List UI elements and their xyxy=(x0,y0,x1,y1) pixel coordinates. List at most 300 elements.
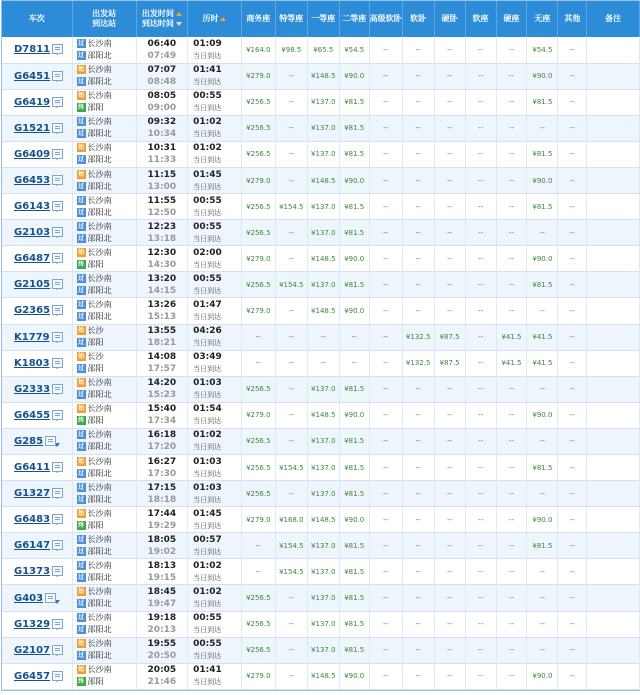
seat-price-cell: ¥137.0 xyxy=(307,455,339,481)
stop-list-icon[interactable] xyxy=(52,175,63,185)
train-cell xyxy=(2,611,72,637)
station-pass-icon: 过 xyxy=(78,196,85,204)
from-station: 长沙南 xyxy=(87,560,112,570)
times-cell xyxy=(136,402,188,428)
stop-list-icon[interactable] xyxy=(52,488,63,498)
seat-price-cell: ¥154.5 xyxy=(275,533,307,559)
remark-cell xyxy=(587,559,640,585)
remark-cell xyxy=(587,481,640,507)
seat-price-cell: -- xyxy=(558,585,587,611)
seat-price-cell: ¥41.5 xyxy=(496,350,527,376)
seat-price-cell: ¥279.0 xyxy=(241,663,275,689)
seat-price-cell: -- xyxy=(402,663,434,689)
duration-value: 01:03 xyxy=(193,482,222,493)
from-station: 长沙南 xyxy=(87,508,112,518)
arrival-day: 当日到达 xyxy=(193,547,222,556)
station-pass-icon: 过 xyxy=(78,182,85,190)
seat-price-cell: -- xyxy=(465,481,496,507)
remark-cell xyxy=(587,141,640,167)
seat-price-cell: ¥81.5 xyxy=(527,89,558,115)
duration-value: 01:47 xyxy=(193,299,222,310)
train-cell xyxy=(2,507,72,533)
seat-price-cell: -- xyxy=(558,194,587,220)
stations-cell xyxy=(72,246,136,272)
train-cell xyxy=(2,663,72,689)
remark-cell xyxy=(587,298,640,324)
seat-price-cell: ¥256.5 xyxy=(241,455,275,481)
remark-cell xyxy=(587,272,640,298)
duration-cell xyxy=(188,402,242,428)
sort-asc-icon[interactable] xyxy=(176,12,182,16)
arrival-day: 当日到达 xyxy=(193,51,222,60)
times-cell xyxy=(136,350,188,376)
sort-asc-icon[interactable] xyxy=(220,17,226,21)
stop-list-icon[interactable] xyxy=(52,71,63,81)
train-number-link[interactable]: K1779 xyxy=(14,331,50,343)
times-cell xyxy=(136,63,188,89)
train-results-table xyxy=(2,1,640,690)
seat-price-cell: -- xyxy=(275,115,307,141)
duration-value: 00:57 xyxy=(193,534,222,545)
arrival-day: 当日到达 xyxy=(193,573,222,582)
stop-list-icon[interactable] xyxy=(52,645,63,655)
to-station: 邵阳北 xyxy=(87,494,112,504)
train-number-link[interactable]: K1803 xyxy=(14,357,50,369)
arrival-time: 14:30 xyxy=(147,259,177,270)
seat-price-cell: ¥41.5 xyxy=(527,350,558,376)
arrival-day: 当日到达 xyxy=(193,365,222,374)
seat-price-cell: ¥81.5 xyxy=(527,141,558,167)
col-seat-hard-sleeper: 硬卧 xyxy=(434,1,465,37)
seat-price-cell: ¥81.5 xyxy=(339,533,369,559)
seat-price-cell: ¥279.0 xyxy=(241,246,275,272)
station-origin-icon: 始 xyxy=(78,509,85,517)
seat-price-cell: -- xyxy=(558,246,587,272)
duration-value: 00:55 xyxy=(193,221,222,232)
seat-price-cell: -- xyxy=(402,89,434,115)
arrival-day: 当日到达 xyxy=(193,130,222,139)
seat-price-cell: -- xyxy=(434,507,465,533)
seat-price-cell: -- xyxy=(402,402,434,428)
train-number-link[interactable]: G1329 xyxy=(14,618,51,630)
train-cell xyxy=(2,167,72,193)
train-number-link[interactable]: G2103 xyxy=(14,227,51,239)
train-number-link[interactable]: G2107 xyxy=(14,644,51,656)
seat-price-cell: -- xyxy=(369,350,402,376)
col-train[interactable]: 车次 xyxy=(2,1,72,37)
seat-price-cell: -- xyxy=(558,272,587,298)
arrival-day: 当日到达 xyxy=(193,678,222,687)
seat-price-cell: -- xyxy=(275,663,307,689)
seat-price-cell: -- xyxy=(465,298,496,324)
seat-price-cell: -- xyxy=(558,428,587,454)
stop-list-icon[interactable] xyxy=(52,227,63,237)
stop-list-icon[interactable] xyxy=(52,123,63,133)
seat-price-cell: ¥256.5 xyxy=(241,428,275,454)
seat-price-cell: -- xyxy=(465,663,496,689)
train-number-link[interactable]: D7811 xyxy=(14,44,51,56)
col-seat-other: 其他 xyxy=(558,1,587,37)
train-cell xyxy=(2,533,72,559)
stations-cell xyxy=(72,663,136,689)
seat-price-cell: -- xyxy=(558,481,587,507)
arrival-day: 当日到达 xyxy=(193,600,222,609)
station-pass-icon: 过 xyxy=(78,391,85,399)
station-pass-icon: 过 xyxy=(78,51,85,59)
seat-price-cell: -- xyxy=(402,194,434,220)
arrival-day: 当日到达 xyxy=(193,234,222,243)
stop-list-icon[interactable] xyxy=(52,358,63,368)
seat-price-cell: -- xyxy=(434,611,465,637)
seat-price-cell: ¥90.0 xyxy=(527,507,558,533)
duration-cell xyxy=(188,637,242,663)
arrival-day: 当日到达 xyxy=(193,78,222,87)
to-station: 邵阳 xyxy=(87,338,104,348)
duration-cell xyxy=(188,455,242,481)
times-cell xyxy=(136,194,188,220)
times-cell xyxy=(136,115,188,141)
train-number-link[interactable]: G285 xyxy=(14,435,44,447)
duration-cell xyxy=(188,350,242,376)
duration-cell xyxy=(188,194,242,220)
seat-price-cell: -- xyxy=(275,220,307,246)
stations-cell xyxy=(72,507,136,533)
train-cell xyxy=(2,37,72,63)
seat-price-cell: -- xyxy=(275,376,307,402)
seat-price-cell: ¥132.5 xyxy=(402,324,434,350)
seat-price-cell: -- xyxy=(434,246,465,272)
stations-cell xyxy=(72,428,136,454)
seat-price-cell: ¥90.0 xyxy=(339,298,369,324)
duration-value: 01:02 xyxy=(193,143,222,154)
arrival-day: 当日到达 xyxy=(193,417,222,426)
seat-price-cell: -- xyxy=(369,402,402,428)
seat-price-cell: -- xyxy=(558,376,587,402)
train-number-link[interactable]: G1327 xyxy=(14,488,51,500)
seat-price-cell: -- xyxy=(558,455,587,481)
stations-cell xyxy=(72,89,136,115)
table-row xyxy=(2,298,640,324)
arrival-time: 17:34 xyxy=(147,416,177,427)
table-row xyxy=(2,63,640,89)
seat-price-cell: ¥137.0 xyxy=(307,585,339,611)
seat-price-cell: -- xyxy=(275,585,307,611)
seat-price-cell: ¥90.0 xyxy=(339,167,369,193)
col-stations: 出发站 到达站 xyxy=(72,1,136,37)
seat-price-cell: -- xyxy=(275,298,307,324)
stop-list-icon[interactable] xyxy=(52,619,63,629)
station-pass-icon: 过 xyxy=(78,535,85,543)
seat-price-cell: -- xyxy=(369,167,402,193)
stop-list-icon[interactable] xyxy=(52,97,63,107)
stop-list-icon[interactable] xyxy=(45,436,56,446)
station-pass-icon: 过 xyxy=(78,365,85,373)
train-number-link[interactable]: G1373 xyxy=(14,566,51,578)
stop-list-icon[interactable] xyxy=(52,514,63,524)
times-cell xyxy=(136,585,188,611)
times-cell xyxy=(136,324,188,350)
departure-time: 10:31 xyxy=(147,143,177,154)
train-cell xyxy=(2,298,72,324)
seat-price-cell: -- xyxy=(558,115,587,141)
sort-desc-icon[interactable] xyxy=(176,22,182,26)
remark-cell xyxy=(587,324,640,350)
duration-value: 01:02 xyxy=(193,117,222,128)
seat-price-cell: -- xyxy=(558,324,587,350)
station-term-icon: 终 xyxy=(78,104,85,112)
stop-list-icon[interactable] xyxy=(52,384,63,394)
train-number-link[interactable]: G2365 xyxy=(14,305,51,317)
arrival-time: 11:33 xyxy=(147,155,177,166)
station-pass-icon: 过 xyxy=(78,443,85,451)
remark-cell xyxy=(587,402,640,428)
seat-price-cell: ¥41.5 xyxy=(527,324,558,350)
station-term-icon: 终 xyxy=(78,521,85,529)
train-number-link[interactable]: G6487 xyxy=(14,253,51,265)
seat-price-cell: ¥148.5 xyxy=(307,246,339,272)
stop-list-icon[interactable] xyxy=(52,253,63,263)
seat-price-cell: -- xyxy=(275,89,307,115)
times-cell xyxy=(136,141,188,167)
from-station: 长沙南 xyxy=(87,378,112,388)
train-number-link[interactable]: G2333 xyxy=(14,383,51,395)
seat-price-cell: ¥81.5 xyxy=(339,481,369,507)
seat-price-cell: -- xyxy=(402,298,434,324)
stations-cell xyxy=(72,167,136,193)
stop-list-icon[interactable] xyxy=(52,279,63,289)
stop-list-icon[interactable] xyxy=(52,462,63,472)
stations-cell xyxy=(72,559,136,585)
train-number-link[interactable]: G6457 xyxy=(14,670,51,682)
arrival-time: 14:15 xyxy=(147,285,177,296)
table-row xyxy=(2,637,640,663)
station-pass-icon: 过 xyxy=(78,573,85,581)
col-times[interactable]: 出发时间 到达时间 xyxy=(136,1,188,37)
station-pass-icon: 过 xyxy=(78,39,85,47)
to-station: 邵阳北 xyxy=(87,572,112,582)
duration-value: 00:55 xyxy=(193,273,222,284)
stop-list-icon[interactable] xyxy=(52,540,63,550)
arrival-time: 21:46 xyxy=(147,677,177,688)
seat-price-cell: ¥256.5 xyxy=(241,611,275,637)
to-station: 邵阳北 xyxy=(87,546,112,556)
remark-cell xyxy=(587,585,640,611)
table-row xyxy=(2,167,640,193)
to-station: 邵阳北 xyxy=(87,468,112,478)
col-seat-second: 二等座 xyxy=(339,1,369,37)
arrival-time: 20:50 xyxy=(147,651,177,662)
departure-time: 09:32 xyxy=(147,117,177,128)
station-term-icon: 终 xyxy=(78,260,85,268)
duration-cell xyxy=(188,428,242,454)
col-duration[interactable]: 历时 xyxy=(188,1,242,37)
duration-value: 01:54 xyxy=(193,404,222,415)
seat-price-cell: ¥148.5 xyxy=(307,167,339,193)
departure-time: 11:55 xyxy=(147,195,177,206)
seat-price-cell: -- xyxy=(434,402,465,428)
seat-price-cell: -- xyxy=(241,324,275,350)
stations-cell xyxy=(72,272,136,298)
seat-price-cell: -- xyxy=(496,376,527,402)
seat-price-cell: ¥137.0 xyxy=(307,194,339,220)
remark-cell xyxy=(587,507,640,533)
train-number-link[interactable]: G2105 xyxy=(14,279,51,291)
station-pass-icon: 过 xyxy=(78,652,85,660)
duration-value: 02:00 xyxy=(193,247,222,258)
duration-value: 03:49 xyxy=(193,352,222,363)
seat-price-cell: -- xyxy=(465,611,496,637)
train-number-link[interactable]: G403 xyxy=(14,592,44,604)
to-station: 邵阳北 xyxy=(87,155,112,165)
seat-price-cell: -- xyxy=(369,63,402,89)
seat-price-cell: -- xyxy=(275,167,307,193)
train-number-link[interactable]: G6451 xyxy=(14,70,51,82)
arrival-time: 15:23 xyxy=(147,390,177,401)
seat-price-cell: ¥256.5 xyxy=(241,194,275,220)
station-pass-icon: 过 xyxy=(78,156,85,164)
station-pass-icon: 过 xyxy=(78,431,85,439)
arrival-day: 当日到达 xyxy=(193,104,222,113)
times-cell xyxy=(136,246,188,272)
seat-price-cell: -- xyxy=(402,455,434,481)
train-cell xyxy=(2,89,72,115)
train-number-link[interactable]: G6143 xyxy=(14,201,51,213)
seat-price-cell: -- xyxy=(465,585,496,611)
duration-value: 01:02 xyxy=(193,587,222,598)
table-row xyxy=(2,507,640,533)
from-station: 长沙南 xyxy=(87,665,112,675)
seat-price-cell: ¥81.5 xyxy=(527,533,558,559)
train-cell xyxy=(2,324,72,350)
stop-list-icon[interactable] xyxy=(52,305,63,315)
from-station: 长沙南 xyxy=(87,91,112,101)
departure-time: 13:26 xyxy=(147,299,177,310)
arrival-day: 当日到达 xyxy=(193,391,222,400)
seat-price-cell: -- xyxy=(496,89,527,115)
duration-cell xyxy=(188,559,242,585)
departure-time: 12:23 xyxy=(147,221,177,232)
stop-list-icon[interactable] xyxy=(52,566,63,576)
seat-price-cell: -- xyxy=(434,89,465,115)
train-cell xyxy=(2,272,72,298)
seat-price-cell: ¥137.0 xyxy=(307,272,339,298)
seat-price-cell: -- xyxy=(369,585,402,611)
seat-price-cell: -- xyxy=(496,559,527,585)
train-number-link[interactable]: G1521 xyxy=(14,122,51,134)
seat-price-cell: -- xyxy=(558,559,587,585)
seat-price-cell: -- xyxy=(275,637,307,663)
col-seat-business: 商务座 xyxy=(241,1,275,37)
seat-price-cell: -- xyxy=(496,63,527,89)
seat-price-cell: ¥256.5 xyxy=(241,141,275,167)
seat-price-cell: -- xyxy=(369,89,402,115)
duration-cell xyxy=(188,272,242,298)
to-station: 邵阳北 xyxy=(87,625,112,635)
stop-list-icon[interactable] xyxy=(45,593,56,603)
seat-price-cell: -- xyxy=(465,115,496,141)
to-station: 邵阳 xyxy=(87,520,104,530)
to-station: 邵阳北 xyxy=(87,50,112,60)
train-cell xyxy=(2,194,72,220)
train-number-link[interactable]: G6409 xyxy=(14,148,51,160)
station-origin-icon: 始 xyxy=(78,248,85,256)
seat-price-cell: ¥81.5 xyxy=(339,272,369,298)
seat-price-cell: -- xyxy=(558,350,587,376)
seat-price-cell: -- xyxy=(496,585,527,611)
seat-price-cell: -- xyxy=(527,428,558,454)
seat-price-cell: -- xyxy=(339,350,369,376)
seat-price-cell: -- xyxy=(369,272,402,298)
train-number-link[interactable]: G6483 xyxy=(14,514,51,526)
seat-price-cell: ¥256.5 xyxy=(241,585,275,611)
train-number-link[interactable]: G6411 xyxy=(14,462,51,474)
stop-list-icon[interactable] xyxy=(52,410,63,420)
train-cell xyxy=(2,637,72,663)
times-cell xyxy=(136,611,188,637)
stop-list-icon[interactable] xyxy=(52,201,63,211)
seat-price-cell: ¥279.0 xyxy=(241,298,275,324)
stop-list-icon[interactable] xyxy=(52,671,63,681)
duration-value: 01:03 xyxy=(193,456,222,467)
seat-price-cell: ¥81.5 xyxy=(339,455,369,481)
station-term-icon: 终 xyxy=(78,678,85,686)
seat-price-cell: -- xyxy=(369,663,402,689)
stop-list-icon[interactable] xyxy=(52,44,63,54)
from-station: 长沙南 xyxy=(87,613,112,623)
train-cell xyxy=(2,428,72,454)
seat-price-cell: -- xyxy=(465,507,496,533)
col-seat-premium: 特等座 xyxy=(275,1,307,37)
station-pass-icon: 过 xyxy=(78,561,85,569)
duration-cell xyxy=(188,481,242,507)
station-pass-icon: 过 xyxy=(78,274,85,282)
from-station: 长沙南 xyxy=(87,65,112,75)
seat-price-cell: -- xyxy=(558,533,587,559)
seat-price-cell: ¥87.5 xyxy=(434,350,465,376)
duration-cell xyxy=(188,663,242,689)
from-station: 长沙南 xyxy=(87,534,112,544)
train-cell xyxy=(2,585,72,611)
station-pass-icon: 过 xyxy=(78,626,85,634)
duration-value: 01:03 xyxy=(193,378,222,389)
seat-price-cell: ¥81.5 xyxy=(339,637,369,663)
train-cell xyxy=(2,376,72,402)
station-pass-icon: 过 xyxy=(78,495,85,503)
seat-price-cell: ¥90.0 xyxy=(339,402,369,428)
train-number-link[interactable]: G6147 xyxy=(14,540,51,552)
seat-price-cell: -- xyxy=(496,37,527,63)
duration-cell xyxy=(188,220,242,246)
train-number-link[interactable]: G6453 xyxy=(14,175,51,187)
arrival-day: 当日到达 xyxy=(193,286,222,295)
seat-price-cell: -- xyxy=(434,220,465,246)
seat-price-cell: ¥137.0 xyxy=(307,428,339,454)
arrival-day: 当日到达 xyxy=(193,652,222,661)
departure-time: 13:55 xyxy=(147,326,177,337)
train-number-link[interactable]: G6419 xyxy=(14,96,51,108)
stop-list-icon[interactable] xyxy=(52,332,63,342)
departure-time: 14:20 xyxy=(147,378,177,389)
times-cell xyxy=(136,533,188,559)
stop-list-icon[interactable] xyxy=(52,149,63,159)
seat-price-cell: -- xyxy=(434,428,465,454)
arrival-day: 当日到达 xyxy=(193,182,222,191)
duration-value: 01:41 xyxy=(193,65,222,76)
seat-price-cell: -- xyxy=(369,220,402,246)
train-number-link[interactable]: G6455 xyxy=(14,409,51,421)
station-origin-icon: 始 xyxy=(78,66,85,74)
table-row xyxy=(2,455,640,481)
